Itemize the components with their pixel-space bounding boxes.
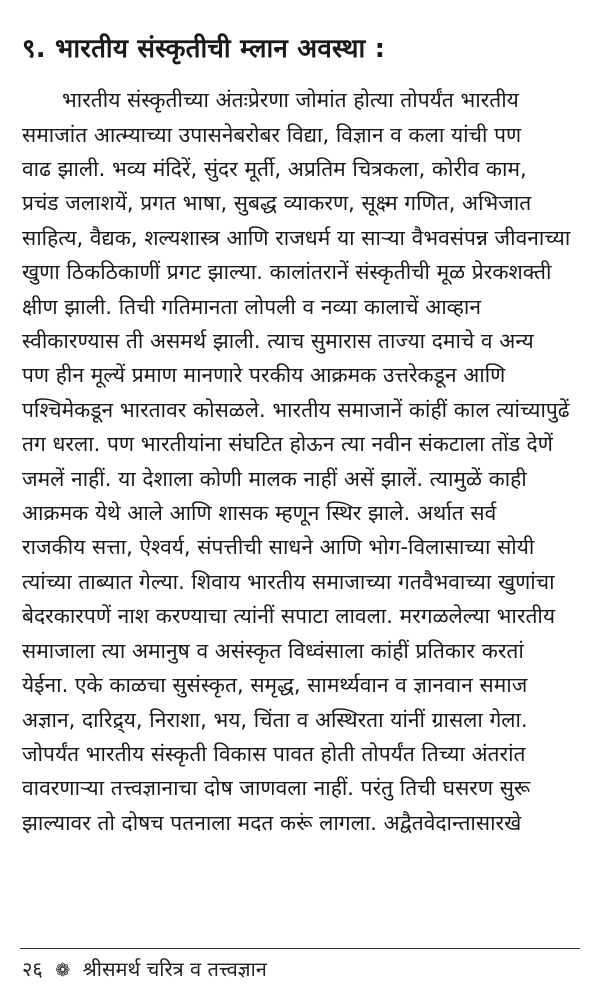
text-line: आक्रमक येथे आले आणि शासक म्हणून स्थिर झाले. अर्थात सर्व (22, 501, 497, 526)
text-line: राजकीय सत्ता, ऐश्वर्य, संपत्तीची साधने आणि भोग-विलासाच्या सोयी (22, 535, 535, 560)
text-line: स्वीकारण्यास ती असमर्थ झाली. त्याच सुमारास ताज्या दमाचे व अन्य (22, 329, 534, 354)
page-number: २६ (22, 957, 43, 981)
footer-divider (20, 948, 580, 949)
body-text (22, 83, 578, 840)
text-line: तग धरला. पण भारतीयांना संघटित होऊन त्या नवीन संकटाला तोंड देणें (22, 432, 553, 457)
text-line: त्यांच्या ताब्यात गेल्या. शिवाय भारतीय समाजाच्या गतवैभवाच्या खुणांचा (22, 569, 555, 594)
text-line: खुणा ठिकठिकाणीं प्रगट झाल्या. कालांतरानें संस्कृतीची मूळ प्रेरकशक्ती (22, 260, 552, 285)
text-line: समाजाला त्या अमानुष व असंस्कृत विध्वंसाला कांहीं प्रतिकार करतां (22, 638, 524, 663)
text-line: झाल्यावर तो दोषच पतनाला मदत करूं लागला. अद्वैतवेदान्तासारखे (22, 810, 522, 835)
text-line: अज्ञान, दारिद्र्य, निराशा, भय, चिंता व अस्थिरता यांनीं ग्रासला गेला. (22, 707, 528, 732)
text-line: जोपर्यंत भारतीय संस्कृती विकास पावत होती तोपर्यंत तिच्या अंतरांत (22, 741, 526, 766)
text-line: वावरणाऱ्या तत्त्वज्ञानाचा दोष जाणवला नाहीं. परंतु तिची घसरण सुरू (22, 776, 531, 801)
text-line: प्रचंड जलाशयें, प्रगत भाषा, सुबद्ध व्याकरण, सूक्ष्म गणित, अभिजात (22, 191, 532, 216)
text-line: पण हीन मूल्यें प्रमाण मानणारे परकीय आक्रमक उत्तरेकडून आणि (22, 363, 506, 388)
text-line: क्षीण झाली. तिची गतिमानता लोपली व नव्या कालाचें आव्हान (22, 294, 481, 319)
text-line: बेदरकारपणें नाश करण्याचा त्यांनीं सपाटा लावला. मरगळलेल्या भारतीय (22, 604, 556, 629)
text-line: भारतीय संस्कृतीच्या अंतःप्रेरणा जोमांत होत्या तोपर्यंत भारतीय (62, 88, 519, 113)
flower-ornament-icon: ❁ (55, 960, 71, 981)
page-footer (22, 955, 267, 985)
text-line: साहित्य, वैद्यक, शल्यशास्त्र आणि राजधर्म या साऱ्या वैभवसंपन्न जीवनाच्या (22, 225, 571, 250)
text-line: येईना. एके काळचा सुसंस्कृत, समृद्ध, सामर्थ्यवान व ज्ञानवान समाज (22, 673, 528, 698)
text-line: पश्चिमेकडून भारतावर कोसळले. भारतीय समाजानें कांहीं काल त्यांच्यापुढें (22, 397, 570, 422)
text-line: समाजांत आत्म्याच्या उपासनेबरोबर विद्या, विज्ञान व कला यांची पण (22, 122, 522, 147)
book-title: श्रीसमर्थ चरित्र व तत्त्वज्ञान (82, 957, 267, 981)
text-line: वाढ झाली. भव्य मंदिरें, सुंदर मूर्ती, अप्रतिम चित्रकला, कोरीव काम, (22, 157, 527, 181)
section-heading: ९. भारतीय संस्कृतीची म्लान अवस्था : (22, 34, 386, 64)
text-line: जमलें नाहीं. या देशाला कोणी मालक नाहीं असें झालें. त्यामुळें काही (22, 466, 527, 491)
